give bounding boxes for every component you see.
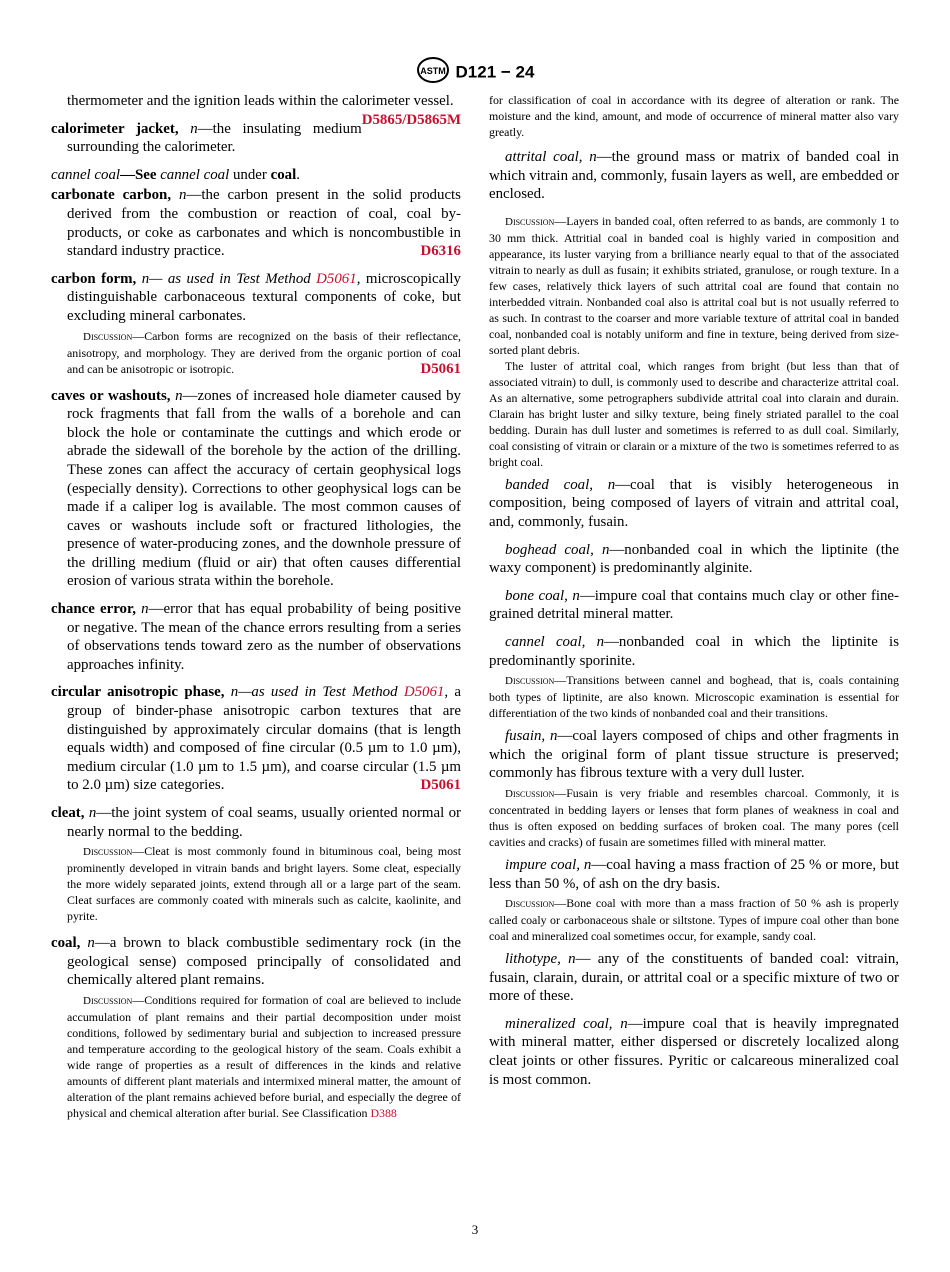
term: attrital coal, (505, 149, 583, 165)
astm-logo-icon (416, 56, 450, 89)
discussion-continued: for classification of coal in accordance with its degree of alteration or rank. The moisture and the kind, amount, and mode of occurrence of mineral matter also vary greatly. (489, 93, 899, 139)
sub-term-entry: impure coal, n—coal having a mass fraction of 25 % or more, but less than 50 %, of ash on the dry basis. (489, 856, 899, 892)
term: impure coal, (505, 856, 580, 873)
reference-link[interactable]: D6316 (420, 243, 461, 260)
discussion: Discussion—Transitions between cannel and boghead, that is, coals containing both types of liptinite, are also known. Microscopic examination is essential for differentiation of the two kinds of nonbanded coal and their transitions. (489, 673, 899, 721)
term: cannel coal, (505, 633, 586, 650)
term: caves or washouts, (51, 387, 171, 404)
term: mineralized coal, (505, 1015, 613, 1032)
svg-text:ASTM: ASTM (419, 66, 446, 76)
term-entry: caves or washouts, n—zones of increased hole diameter caused by rock fragments that fall from the walls of a borehole and can block the hole or contaminate the cuttings and which erode or abrade the sidewall of the borehole by the action of the drilling. These zones can affect the accuracy of certain geophysical logs (especially density). Corrections to other geophysical logs can be made if a caliper log is available. The most common causes of caves or washouts include soft or fractured lithologies, the presence of water-producing zones, and the downhole pressure of the drilling medium (fluid or air) that often causes differential erosion of various strata within the borehole. (51, 387, 461, 590)
term: circular anisotropic phase, (51, 684, 225, 701)
discussion: Discussion—Layers in banded coal, often referred to as bands, are commonly 1 to 30 mm thick. Attritial coal in banded coal is highly varied in composition and appearance, its luster varying from a brilliance nearly equal to that of the associated vitrain to nearly as dull as fusain; it exhibits striated, granulose, or rough texture. In a few cases, relatively thick layers of such attrital coal are found that contain no interbedded vitrain. Nonbanded coal also is attrital coal but is not usually referred to as such. In contrast to the coarser and more variable texture of attrital coal in banded coal, nonbanded coal is notably uniform and fine in texture, being derived from size-sorted plant debris. (489, 213, 899, 357)
sub-term-entry: lithotype, n— any of the constituents of banded coal: vitrain, fusain, clarain, durain, or attrital coal or a specific mixture of two or more of these. (489, 951, 899, 1005)
reference-link[interactable]: D5865/D5865M (361, 111, 461, 128)
sub-term-entry: bone coal, n—impure coal that contains much clay or other fine-grained detrital mineral matter. (489, 587, 899, 623)
term: calorimeter jacket, (51, 120, 179, 137)
term-entry: cannel coal—See cannel coal under coal. (51, 166, 300, 183)
discussion-paragraph: The luster of attrital coal, which ranges from bright (but less than that of associated vitrain) to dull, is commonly used to describe and characterize attrital coal. As an alternative, some petrographers subdivide attrital coal into clarain and durain. Clarain has bright luster and silky texture, being finely striated parallel to the coal bedding. Durain has dull luster and sometimes is referred to as dull coal. Similarly, coal consisting of vitrain or clarain or a mixture of the two is sometimes referred to as bright coal. (489, 358, 899, 469)
page-number: 3 (471, 1222, 479, 1237)
term: carbon form, (51, 270, 137, 287)
term-entry: cleat, n—the joint system of coal seams, usually oriented normal or nearly normal to the bedding. (51, 805, 462, 840)
continued-entry: thermometer and the ignition leads within the calorimeter vessel. D5865/D5865M (67, 93, 461, 128)
term-entry: calorimeter jacket, n—the insulating medium surrounding the calorimeter. (51, 120, 362, 156)
page-header (0, 56, 950, 89)
sub-term-entry: fusain, n—coal layers composed of chips and other fragments in which the original form of plant tissue structure is preserved; commonly has fibrous texture with a very dull luster. (489, 728, 899, 782)
test-method-link[interactable]: D5061 (316, 270, 357, 287)
term: carbonate carbon, (51, 187, 172, 204)
discussion: Discussion—Conditions required for formation of coal are believed to include accumulation of plant remains and their partial decomposition under moist conditions, followed by sedimentary burial and subjection to increased pressure and temperature according to the geological history of the seam. Coals exhibit a wide range of properties as a result of differences in the kinds and relative amounts of different plant materials and intermixed mineral matter, the amount of alteration of the plant remains achieved before burial, and especially the degree of physical and chemical alteration after burial. See Classification D388 (67, 992, 461, 1120)
right-column (489, 92, 899, 1098)
classification-link[interactable]: D388 (370, 1105, 397, 1120)
sub-term-entry: attrital coal, n—the ground mass or matrix of banded coal in which vitrain and, commonly, fusain layers as well, are embedded or enclosed. (489, 149, 899, 203)
term: coal, (51, 935, 81, 952)
reference-link[interactable]: D5061 (420, 777, 461, 794)
sub-term-entry: boghead coal, n—nonbanded coal in which the liptinite (the waxy component) is predominantly alginite. (489, 541, 899, 577)
sub-term-entry: banded coal, n—coal that is visibly heterogeneous in composition, being composed of layers of vitrain and attrital coal, and, commonly, fusain. (489, 476, 899, 530)
term: banded coal, (505, 476, 593, 493)
term: boghead coal, (505, 541, 594, 558)
sub-term-entry: mineralized coal, n—impure coal that is heavily impregnated with mineral matter, either dispersed or discretely localized along cleat joints or other fissures. Pyritic or calcareous mineralized coal is most common. (489, 1015, 899, 1088)
term-entry: carbon form, n— as used in Test Method D5061, microscopically distinguishable carbonaceous textural components of coke, but excluding mineral carbonates. (51, 270, 461, 324)
sub-term-entry: cannel coal, n—nonbanded coal in which the liptinite is predominantly sporinite. (489, 633, 899, 669)
discussion: Discussion—Fusain is very friable and resembles charcoal. Commonly, it is concentrated in bedding layers or lenses that form planes of weakness in coal and thus is often exposed on bedding surfaces of broken coal. The many pores (cell cavities and cracks) of fusain are sometimes filled with mineral matter. (489, 785, 899, 849)
term-entry: coal, n—a brown to black combustible sedimentary rock (in the geological sense) composed principally of consolidated and chemically altered plant remains. (51, 935, 461, 989)
term: lithotype, (505, 951, 561, 968)
term: cleat, (51, 805, 85, 821)
term: bone coal, (505, 587, 568, 604)
discussion: Discussion—Bone coal with more than a mass fraction of 50 % ash is properly called coaly or carbonaceous shale or siltstone. Types of impure coal other than bone coal and mineralized coal sometimes occur, for example, sandy coal. (489, 896, 899, 944)
discussion: Discussion—Cleat is most commonly found in bituminous coal, being most prominently developed in vitrain bands and bright layers. Some cleat, especially the more widely separated joints, extend through all or a large part of the seam. Cleat surfaces are commonly coated with minerals such as calcite, kaolinite, and pyrite. (67, 844, 461, 924)
term-entry: chance error, n—error that has equal probability of being positive or negative. The mean of the chance errors resulting from a series of observations tends toward zero as the number of observations approaches infinity. (51, 601, 461, 673)
term: fusain, (505, 728, 546, 745)
discussion: Discussion—Carbon forms are recognized on the basis of their reflectance, anisotropy, and morphology. They are derived from the organic portion of coal and can be anisotropic or isotropic. D5061 (67, 328, 461, 377)
designation: D121 − 24 (455, 62, 535, 82)
term-entry: circular anisotropic phase, n—as used in Test Method D5061, a group of binder-phase anisotropic carbon textures that are distinguished by approximately circular domains (that is length equals width) and composed of fine circular (0.5 µm to 1.0 µm), medium circular (1.0 µm to 1.5 µm), and coarse circular (1.5 µm to 2.0 µm) size categories. D5061 (51, 684, 461, 794)
left-column (51, 92, 461, 1125)
term-entry: carbonate carbon, n—the carbon present in the solid products derived from the combustion or reaction of coal, coal by-products, or coke as carbonates and which is noncombustible in standard industry practice. D6316 (51, 187, 461, 260)
reference-link[interactable]: D5061 (420, 360, 461, 377)
test-method-link[interactable]: D5061 (403, 684, 445, 701)
term: chance error, (51, 601, 136, 618)
